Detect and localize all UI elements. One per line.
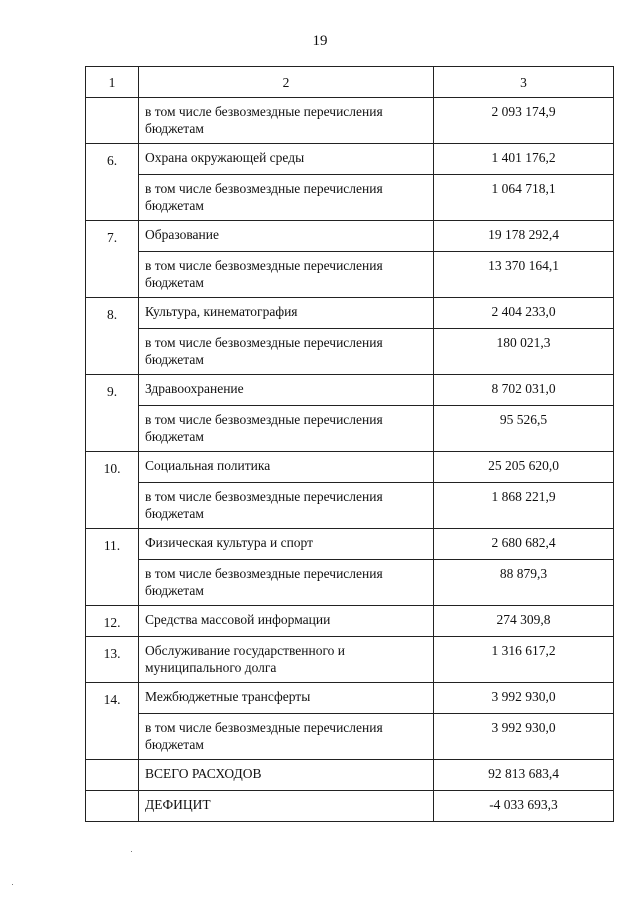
row-name: в том числе безвозмездные перечисления бюджетам xyxy=(139,252,434,298)
table-row xyxy=(86,144,614,175)
row-number xyxy=(86,406,139,452)
row-number: 10. xyxy=(86,452,139,483)
row-amount: 25 205 620,0 xyxy=(434,452,614,483)
row-name: в том числе безвозмездные перечисления бюджетам xyxy=(139,175,434,221)
row-number xyxy=(86,791,139,822)
table-row xyxy=(86,560,614,606)
row-amount: 2 680 682,4 xyxy=(434,529,614,560)
table-row xyxy=(86,98,614,144)
table-row-total xyxy=(86,760,614,791)
table-row xyxy=(86,483,614,529)
row-name: Межбюджетные трансферты xyxy=(139,683,434,714)
row-name: в том числе безвозмездные перечисления бюджетам xyxy=(139,483,434,529)
row-amount: 3 992 930,0 xyxy=(434,714,614,760)
table-row xyxy=(86,637,614,683)
table-row xyxy=(86,221,614,252)
table-row xyxy=(86,683,614,714)
scan-speck xyxy=(12,884,13,885)
column-header-amount: 3 xyxy=(434,67,614,98)
row-number xyxy=(86,714,139,760)
row-amount: 19 178 292,4 xyxy=(434,221,614,252)
row-amount: -4 033 693,3 xyxy=(434,791,614,822)
table-row xyxy=(86,406,614,452)
table-header-row xyxy=(86,67,614,98)
table-row xyxy=(86,375,614,406)
row-name: ДЕФИЦИТ xyxy=(139,791,434,822)
row-name: в том числе безвозмездные перечисления бюджетам xyxy=(139,406,434,452)
row-amount: 1 064 718,1 xyxy=(434,175,614,221)
row-amount: 2 404 233,0 xyxy=(434,298,614,329)
row-name: в том числе безвозмездные перечисления бюджетам xyxy=(139,714,434,760)
row-name: в том числе безвозмездные перечисления бюджетам xyxy=(139,98,434,144)
row-number: 14. xyxy=(86,683,139,714)
footer-divider xyxy=(297,821,411,822)
row-amount: 8 702 031,0 xyxy=(434,375,614,406)
row-amount: 88 879,3 xyxy=(434,560,614,606)
row-number: 8. xyxy=(86,298,139,329)
row-amount: 274 309,8 xyxy=(434,606,614,637)
row-name: в том числе безвозмездные перечисления бюджетам xyxy=(139,560,434,606)
budget-table xyxy=(85,66,614,822)
table-row xyxy=(86,606,614,637)
table-row xyxy=(86,252,614,298)
row-amount: 180 021,3 xyxy=(434,329,614,375)
row-number xyxy=(86,760,139,791)
table-row xyxy=(86,714,614,760)
row-name: Культура, кинематография xyxy=(139,298,434,329)
row-name: ВСЕГО РАСХОДОВ xyxy=(139,760,434,791)
row-name: Обслуживание государственного и муниципального долга xyxy=(139,637,434,683)
row-number: 9. xyxy=(86,375,139,406)
row-name: Образование xyxy=(139,221,434,252)
row-number xyxy=(86,252,139,298)
row-name: Здравоохранение xyxy=(139,375,434,406)
scan-speck xyxy=(131,851,132,852)
row-amount: 92 813 683,4 xyxy=(434,760,614,791)
table-row xyxy=(86,529,614,560)
table-row xyxy=(86,298,614,329)
row-number xyxy=(86,98,139,144)
row-name: Средства массовой информации xyxy=(139,606,434,637)
table-row xyxy=(86,452,614,483)
column-header-name: 2 xyxy=(139,67,434,98)
row-name: в том числе безвозмездные перечисления бюджетам xyxy=(139,329,434,375)
row-name: Социальная политика xyxy=(139,452,434,483)
row-amount: 1 868 221,9 xyxy=(434,483,614,529)
row-name: Физическая культура и спорт xyxy=(139,529,434,560)
row-number: 11. xyxy=(86,529,139,560)
row-number xyxy=(86,560,139,606)
row-amount: 13 370 164,1 xyxy=(434,252,614,298)
row-amount: 2 093 174,9 xyxy=(434,98,614,144)
row-amount: 1 316 617,2 xyxy=(434,637,614,683)
row-number: 6. xyxy=(86,144,139,175)
row-number xyxy=(86,329,139,375)
row-number: 13. xyxy=(86,637,139,683)
row-number xyxy=(86,175,139,221)
table-row-deficit xyxy=(86,791,614,822)
column-header-number: 1 xyxy=(86,67,139,98)
row-amount: 3 992 930,0 xyxy=(434,683,614,714)
table-row xyxy=(86,175,614,221)
row-number: 7. xyxy=(86,221,139,252)
page-number: 19 xyxy=(312,33,328,49)
row-amount: 1 401 176,2 xyxy=(434,144,614,175)
row-number: 12. xyxy=(86,606,139,637)
row-name: Охрана окружающей среды xyxy=(139,144,434,175)
row-amount: 95 526,5 xyxy=(434,406,614,452)
row-number xyxy=(86,483,139,529)
table-row xyxy=(86,329,614,375)
